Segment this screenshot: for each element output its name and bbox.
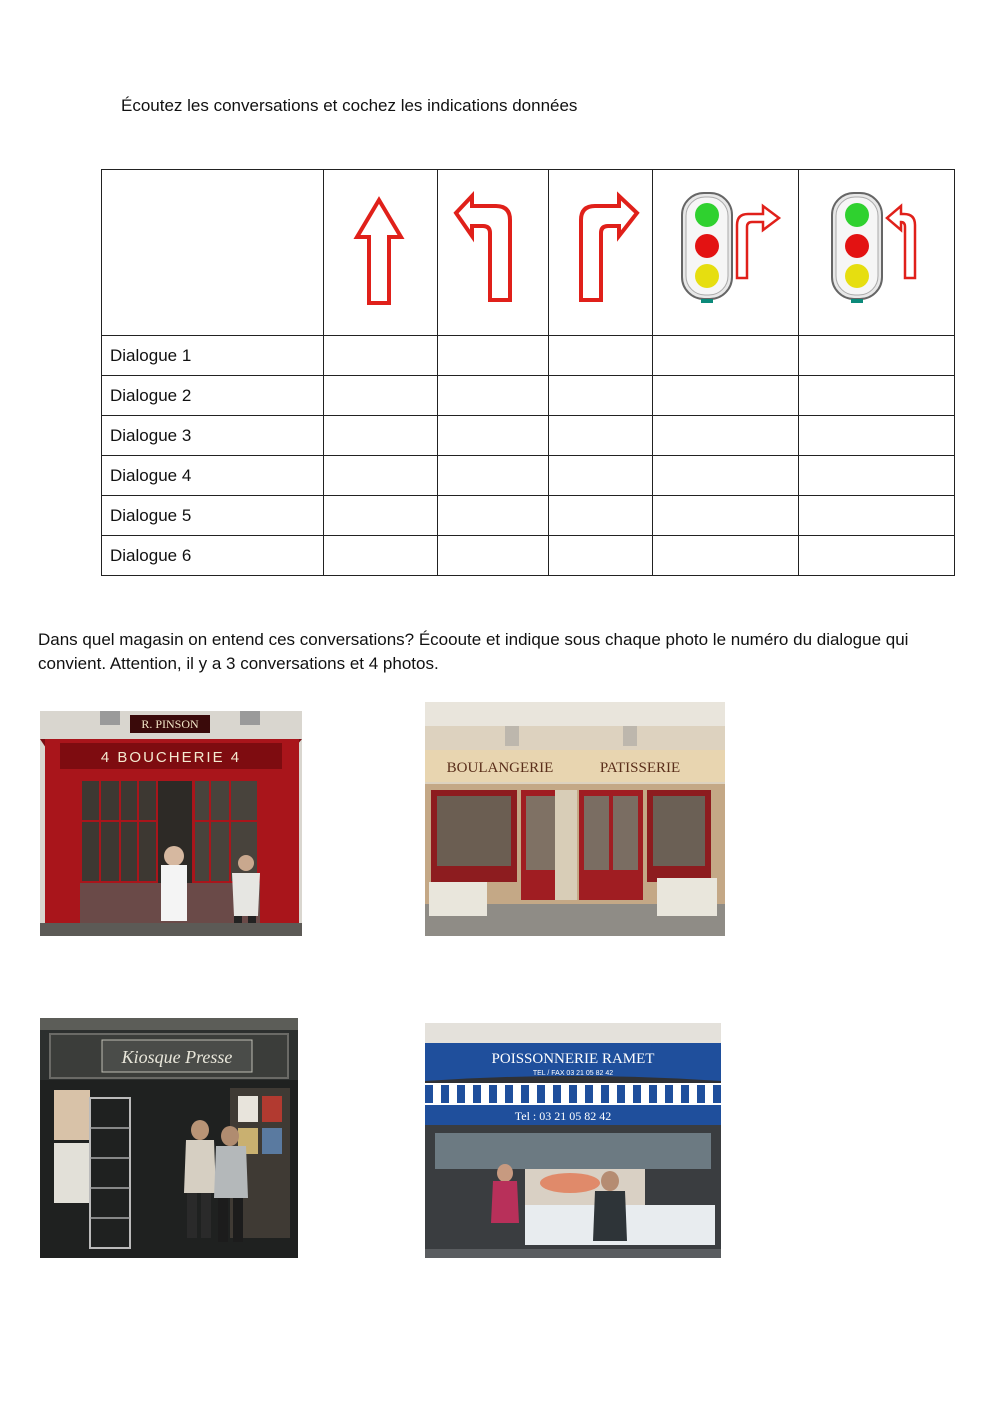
answer-cell[interactable]: [438, 496, 549, 536]
table-row: [102, 376, 955, 416]
turn-right-arrow-icon: [549, 170, 652, 335]
butcher-owner-sign: R. PINSON: [141, 717, 199, 731]
traffic-light-turn-right-icon: [653, 170, 798, 335]
answer-cell[interactable]: [799, 496, 955, 536]
answer-cell[interactable]: [799, 336, 955, 376]
patisserie-sign: PATISSERIE: [599, 760, 681, 776]
boulangerie-sign: BOULANGERIE: [446, 760, 554, 776]
answer-cell[interactable]: [653, 456, 799, 496]
kiosque-sign: Kiosque Presse: [121, 1047, 233, 1067]
table-row: [102, 336, 955, 376]
answer-cell[interactable]: [799, 416, 955, 456]
instruction-bottom: Dans quel magasin on entend ces conversations? Écooute et indique sous chaque photo le numéro du dialogue qui convient. Attention, il y a 3 conversations et 4 photos.: [38, 630, 909, 673]
answer-cell[interactable]: [324, 456, 438, 496]
answer-cell[interactable]: [799, 536, 955, 576]
answer-cell[interactable]: [324, 536, 438, 576]
header-empty-cell: [102, 170, 324, 336]
header-light-left-cell: [799, 170, 955, 336]
row-label: Dialogue 6: [102, 536, 324, 576]
answer-cell[interactable]: [549, 536, 653, 576]
table-row: [102, 456, 955, 496]
header-straight-cell: [324, 170, 438, 336]
poissonnerie-telfax: TEL / FAX 03 21 05 82 42: [532, 1070, 614, 1077]
header-left-cell: [438, 170, 549, 336]
butcher-sign: 4 BOUCHERIE 4: [100, 749, 242, 766]
instruction-top: Écoutez les conversations et cochez les indications données: [121, 96, 578, 115]
row-label: Dialogue 4: [102, 456, 324, 496]
answer-cell[interactable]: [438, 376, 549, 416]
answer-cell[interactable]: [324, 416, 438, 456]
header-right-cell: [549, 170, 653, 336]
row-label: Dialogue 3: [102, 416, 324, 456]
answer-cell[interactable]: [438, 336, 549, 376]
table-row: [102, 416, 955, 456]
poissonnerie-tel: Tel : 03 21 05 82 42: [514, 1109, 612, 1123]
table-row: [102, 496, 955, 536]
straight-arrow-icon: [324, 170, 437, 335]
answer-cell[interactable]: [438, 416, 549, 456]
turn-left-arrow-icon: [438, 170, 548, 335]
kiosque-photo: [40, 1018, 298, 1258]
table-row: [102, 536, 955, 576]
answer-cell[interactable]: [549, 336, 653, 376]
answer-grid: [101, 169, 955, 576]
answer-cell[interactable]: [549, 376, 653, 416]
boucherie-photo: [40, 711, 302, 936]
header-light-right-cell: [653, 170, 799, 336]
boulangerie-photo: [425, 702, 725, 936]
answer-cell[interactable]: [653, 336, 799, 376]
answer-cell[interactable]: [799, 376, 955, 416]
traffic-light-turn-left-icon: [799, 170, 954, 335]
answer-cell[interactable]: [324, 496, 438, 536]
answer-cell[interactable]: [438, 456, 549, 496]
answer-cell[interactable]: [324, 336, 438, 376]
answer-cell[interactable]: [549, 456, 653, 496]
row-label: Dialogue 1: [102, 336, 324, 376]
answer-cell[interactable]: [799, 456, 955, 496]
answer-cell[interactable]: [438, 536, 549, 576]
answer-cell[interactable]: [549, 416, 653, 456]
answer-cell[interactable]: [653, 496, 799, 536]
answer-cell[interactable]: [653, 416, 799, 456]
row-label: Dialogue 5: [102, 496, 324, 536]
header-row: [102, 170, 955, 336]
answer-cell[interactable]: [324, 376, 438, 416]
answer-cell[interactable]: [653, 536, 799, 576]
poissonnerie-photo: [425, 1023, 721, 1258]
answer-cell[interactable]: [549, 496, 653, 536]
poissonnerie-sign: POISSONNERIE RAMET: [491, 1051, 655, 1067]
row-label: Dialogue 2: [102, 376, 324, 416]
answer-cell[interactable]: [653, 376, 799, 416]
